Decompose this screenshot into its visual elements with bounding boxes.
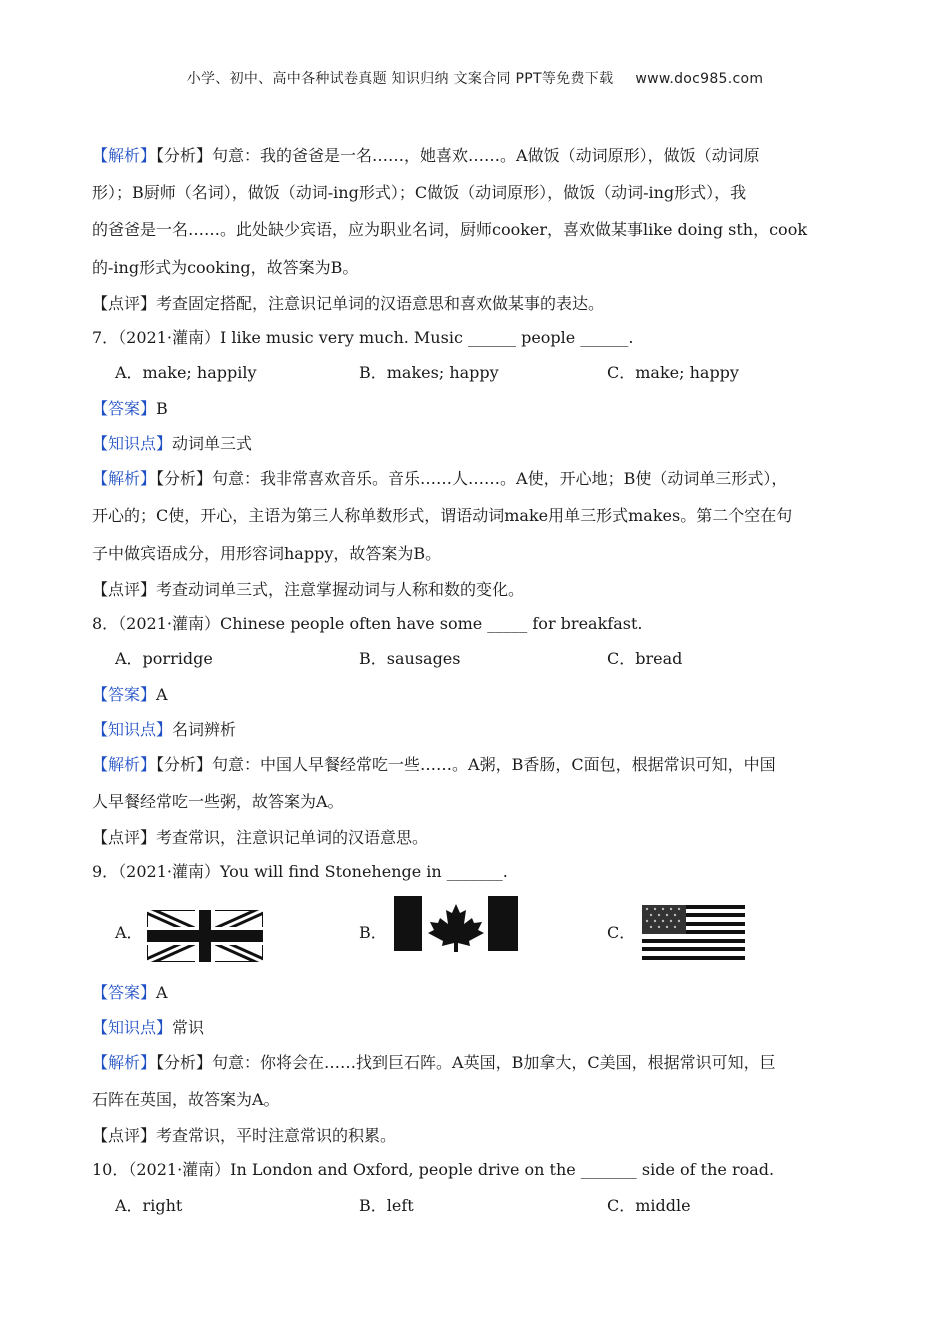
canada-flag-icon xyxy=(392,894,520,952)
page-header xyxy=(0,68,950,88)
fenxi-tag: 【分析】 xyxy=(156,146,213,165)
answer-tag: 【答案】 xyxy=(92,983,157,1002)
q9-knowledge-point xyxy=(92,1017,204,1039)
fenxi-tag: 【分析】 xyxy=(156,755,213,774)
q7-answer-value: B xyxy=(156,399,168,418)
analysis-tag: 【解析】 xyxy=(92,146,157,165)
q8-analysis-text: 句意：中国人早餐经常吃一些……。A粥，B香肠，C面包，根据常识可知，中国 xyxy=(212,755,776,774)
q9-option-c: C． xyxy=(607,923,636,942)
q7-analysis-line-3: 子中做宾语成分，用形容词happy，故答案为B。 xyxy=(92,544,442,563)
analysis-tag: 【解析】 xyxy=(92,755,157,774)
q9-stem: 9．（2021·灌南）You will find Stonehenge in _______. xyxy=(92,862,508,881)
q8-analysis-line-2: 人早餐经常吃一些粥，故答案为A。 xyxy=(92,792,344,811)
analysis-tag: 【解析】 xyxy=(92,1053,157,1072)
q9-analysis-line-1 xyxy=(92,1052,776,1074)
usa-flag-icon xyxy=(642,905,745,960)
q6-analysis-line-4: 的-ing形式为cooking，故答案为B。 xyxy=(92,258,359,277)
comment-tag: 【点评】 xyxy=(92,1126,157,1145)
q8-answer xyxy=(92,684,168,706)
q6-analysis-line-2: 形）；B厨师（名词），做饭（动词-ing形式）；C做饭（动词原形），做饭（动词-ing形式），我 xyxy=(92,183,747,202)
q8-option-a: A．porridge xyxy=(115,649,213,668)
comment-tag: 【点评】 xyxy=(92,294,157,313)
q9-comment xyxy=(92,1125,396,1147)
answer-tag: 【答案】 xyxy=(92,399,157,418)
q8-knowledge-point xyxy=(92,719,236,741)
q8-option-c: C．bread xyxy=(607,649,683,668)
q7-analysis-line-2: 开心的；C使，开心，主语为第三人称单数形式，谓语动词make用单三形式makes。第二个空在句 xyxy=(92,506,793,525)
q7-analysis-line-1 xyxy=(92,468,787,490)
q8-point-text: 名词辨析 xyxy=(172,720,237,739)
q6-comment-text: 考查固定搭配，注意识记单词的汉语意思和喜欢做某事的表达。 xyxy=(156,294,605,313)
analysis-tag: 【解析】 xyxy=(92,469,157,488)
q9-comment-text: 考查常识，平时注意常识的积累。 xyxy=(156,1126,397,1145)
q10-option-a: A．right xyxy=(115,1196,183,1215)
q8-comment-text: 考查常识，注意识记单词的汉语意思。 xyxy=(156,828,429,847)
q9-point-text: 常识 xyxy=(172,1018,205,1037)
q6-analysis-text: 句意：我的爸爸是一名……，她喜欢……。A做饭（动词原形），做饭（动词原 xyxy=(212,146,760,165)
union-jack-flag-icon xyxy=(147,910,263,962)
q9-answer xyxy=(92,982,168,1004)
answer-tag: 【答案】 xyxy=(92,685,157,704)
q9-option-a: A． xyxy=(115,923,143,942)
q7-analysis-text: 句意：我非常喜欢音乐。音乐……人……。A使，开心地；B使（动词单三形式）， xyxy=(212,469,788,488)
q7-stem: 7．（2021·灌南）I like music very much. Music ______ people ______. xyxy=(92,328,634,347)
q7-option-c: C．make; happy xyxy=(607,363,739,382)
q7-option-a: A．make; happily xyxy=(115,363,257,382)
q8-answer-value: A xyxy=(156,685,168,704)
q7-knowledge-point xyxy=(92,433,252,455)
q7-comment-text: 考查动词单三式，注意掌握动词与人称和数的变化。 xyxy=(156,580,525,599)
knowledge-tag: 【知识点】 xyxy=(92,720,173,739)
q10-option-c: C．middle xyxy=(607,1196,691,1215)
comment-tag: 【点评】 xyxy=(92,580,157,599)
q7-option-b: B．makes; happy xyxy=(359,363,499,382)
q8-comment xyxy=(92,827,428,849)
q8-option-b: B．sausages xyxy=(359,649,461,668)
q9-analysis-line-2: 石阵在英国，故答案为A。 xyxy=(92,1090,280,1109)
q7-answer xyxy=(92,398,168,420)
q8-analysis-line-1 xyxy=(92,754,776,776)
fenxi-tag: 【分析】 xyxy=(156,469,213,488)
q6-analysis-line-3: 的爸爸是一名……。此处缺少宾语，应为职业名词，厨师cooker，喜欢做某事like doing sth，cook xyxy=(92,220,808,239)
header-text: 小学、初中、高中各种试卷真题 知识归纳 文案合同 PPT等免费下载 xyxy=(186,71,614,87)
q7-point-text: 动词单三式 xyxy=(172,434,253,453)
q7-comment xyxy=(92,579,524,601)
q6-comment xyxy=(92,293,604,315)
q10-stem: 10．（2021·灌南）In London and Oxford, people drive on the _______ side of the road. xyxy=(92,1160,775,1179)
q10-option-b: B．left xyxy=(359,1196,414,1215)
q9-analysis-text: 句意：你将会在……找到巨石阵。A英国，B加拿大，C美国，根据常识可知，巨 xyxy=(212,1053,776,1072)
knowledge-tag: 【知识点】 xyxy=(92,434,173,453)
fenxi-tag: 【分析】 xyxy=(156,1053,213,1072)
q6-analysis-line-1 xyxy=(92,145,760,167)
comment-tag: 【点评】 xyxy=(92,828,157,847)
q9-answer-value: A xyxy=(156,983,168,1002)
q8-stem: 8．（2021·灌南）Chinese people often have some _____ for breakfast. xyxy=(92,614,643,633)
knowledge-tag: 【知识点】 xyxy=(92,1018,173,1037)
q9-option-b: B． xyxy=(359,923,387,942)
header-site-link[interactable]: www.doc985.com xyxy=(635,71,764,87)
